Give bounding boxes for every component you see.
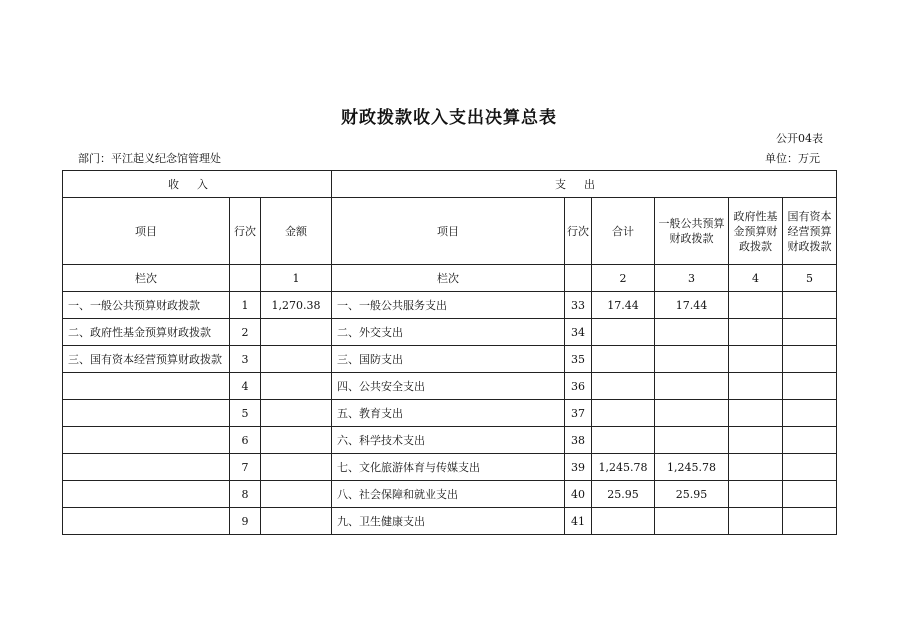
general-budget-cell <box>655 373 729 400</box>
total-cell <box>592 508 655 535</box>
table-row <box>63 481 837 508</box>
col-num-4: 4 <box>729 265 783 292</box>
gov-fund-cell <box>729 319 783 346</box>
expense-item-cell: 九、卫生健康支出 <box>332 508 565 535</box>
general-budget-cell: 25.95 <box>655 481 729 508</box>
income-line-cell: 3 <box>230 346 261 373</box>
income-line-cell: 6 <box>230 427 261 454</box>
form-number: 公开04表 <box>776 132 823 145</box>
income-item-cell <box>63 400 230 427</box>
expense-line-cell: 33 <box>565 292 592 319</box>
expense-item-cell: 四、公共安全支出 <box>332 373 565 400</box>
general-budget-header: 一般公共预算财政拨款 <box>655 198 729 265</box>
expense-line-cell: 40 <box>565 481 592 508</box>
expense-item-cell: 二、外交支出 <box>332 319 565 346</box>
col-label-right: 栏次 <box>332 265 565 292</box>
gov-fund-cell <box>729 508 783 535</box>
expense-item-cell: 三、国防支出 <box>332 346 565 373</box>
income-line-cell: 5 <box>230 400 261 427</box>
income-amount-header: 金额 <box>261 198 332 265</box>
expense-item-header: 项目 <box>332 198 565 265</box>
gov-fund-cell <box>729 292 783 319</box>
income-amount-cell <box>261 454 332 481</box>
expense-line-cell: 35 <box>565 346 592 373</box>
gov-fund-cell <box>729 400 783 427</box>
income-item-cell: 三、国有资本经营预算财政拨款 <box>63 346 230 373</box>
gov-fund-cell <box>729 346 783 373</box>
unit-label: 单位：万元 <box>765 152 820 165</box>
total-cell: 17.44 <box>592 292 655 319</box>
state-capital-cell <box>783 346 837 373</box>
column-header-row <box>63 198 837 265</box>
expense-line-cell: 38 <box>565 427 592 454</box>
expense-item-cell: 八、社会保障和就业支出 <box>332 481 565 508</box>
total-cell: 25.95 <box>592 481 655 508</box>
total-cell <box>592 319 655 346</box>
table-row <box>63 319 837 346</box>
total-header: 合计 <box>592 198 655 265</box>
income-amount-cell <box>261 319 332 346</box>
department-label: 部门：平江起义纪念馆管理处 <box>78 152 221 165</box>
expense-item-cell: 七、文化旅游体育与传媒支出 <box>332 454 565 481</box>
col-num-empty <box>565 265 592 292</box>
total-cell: 1,245.78 <box>592 454 655 481</box>
expense-line-header: 行次 <box>565 198 592 265</box>
gov-fund-header: 政府性基金预算财政拨款 <box>729 198 783 265</box>
income-item-cell <box>63 481 230 508</box>
income-item-cell <box>63 373 230 400</box>
table-row <box>63 427 837 454</box>
state-capital-header: 国有资本经营预算财政拨款 <box>783 198 837 265</box>
state-capital-cell <box>783 454 837 481</box>
state-capital-cell <box>783 373 837 400</box>
gov-fund-cell <box>729 454 783 481</box>
general-budget-cell: 17.44 <box>655 292 729 319</box>
col-num-empty <box>230 265 261 292</box>
income-item-header: 项目 <box>63 198 230 265</box>
col-num-3: 3 <box>655 265 729 292</box>
expense-line-cell: 39 <box>565 454 592 481</box>
income-amount-cell <box>261 481 332 508</box>
income-amount-cell <box>261 427 332 454</box>
gov-fund-cell <box>729 373 783 400</box>
income-item-cell: 一、一般公共预算财政拨款 <box>63 292 230 319</box>
income-line-cell: 4 <box>230 373 261 400</box>
income-line-header: 行次 <box>230 198 261 265</box>
income-amount-cell <box>261 373 332 400</box>
gov-fund-cell <box>729 427 783 454</box>
income-line-cell: 2 <box>230 319 261 346</box>
col-label-left: 栏次 <box>63 265 230 292</box>
page-title: 财政拨款收入支出决算总表 <box>341 108 557 128</box>
total-cell <box>592 346 655 373</box>
col-num-5: 5 <box>783 265 837 292</box>
general-budget-cell <box>655 427 729 454</box>
state-capital-cell <box>783 319 837 346</box>
expense-line-cell: 41 <box>565 508 592 535</box>
table-row <box>63 373 837 400</box>
income-item-cell <box>63 454 230 481</box>
income-line-cell: 7 <box>230 454 261 481</box>
expense-line-cell: 37 <box>565 400 592 427</box>
income-amount-cell <box>261 508 332 535</box>
column-number-row <box>63 265 837 292</box>
budget-summary-table <box>62 170 837 535</box>
table-row <box>63 508 837 535</box>
state-capital-cell <box>783 400 837 427</box>
table-row <box>63 292 837 319</box>
total-cell <box>592 373 655 400</box>
general-budget-cell: 1,245.78 <box>655 454 729 481</box>
expense-item-cell: 一、一般公共服务支出 <box>332 292 565 319</box>
expense-item-cell: 六、科学技术支出 <box>332 427 565 454</box>
general-budget-cell <box>655 508 729 535</box>
income-amount-cell <box>261 346 332 373</box>
table-row <box>63 454 837 481</box>
total-cell <box>592 427 655 454</box>
income-amount-cell <box>261 400 332 427</box>
income-line-cell: 8 <box>230 481 261 508</box>
table-row <box>63 400 837 427</box>
income-line-cell: 1 <box>230 292 261 319</box>
col-num-2: 2 <box>592 265 655 292</box>
state-capital-cell <box>783 427 837 454</box>
section-header-row <box>63 171 837 198</box>
income-amount-cell: 1,270.38 <box>261 292 332 319</box>
expense-item-cell: 五、教育支出 <box>332 400 565 427</box>
expense-line-cell: 34 <box>565 319 592 346</box>
col-num-1: 1 <box>261 265 332 292</box>
income-item-cell <box>63 427 230 454</box>
income-section-header: 收入 <box>63 171 332 198</box>
state-capital-cell <box>783 292 837 319</box>
income-item-cell <box>63 508 230 535</box>
table-row <box>63 346 837 373</box>
general-budget-cell <box>655 346 729 373</box>
gov-fund-cell <box>729 481 783 508</box>
expense-line-cell: 36 <box>565 373 592 400</box>
expense-section-header: 支出 <box>332 171 837 198</box>
income-line-cell: 9 <box>230 508 261 535</box>
income-item-cell: 二、政府性基金预算财政拨款 <box>63 319 230 346</box>
general-budget-cell <box>655 400 729 427</box>
general-budget-cell <box>655 319 729 346</box>
state-capital-cell <box>783 481 837 508</box>
state-capital-cell <box>783 508 837 535</box>
total-cell <box>592 400 655 427</box>
